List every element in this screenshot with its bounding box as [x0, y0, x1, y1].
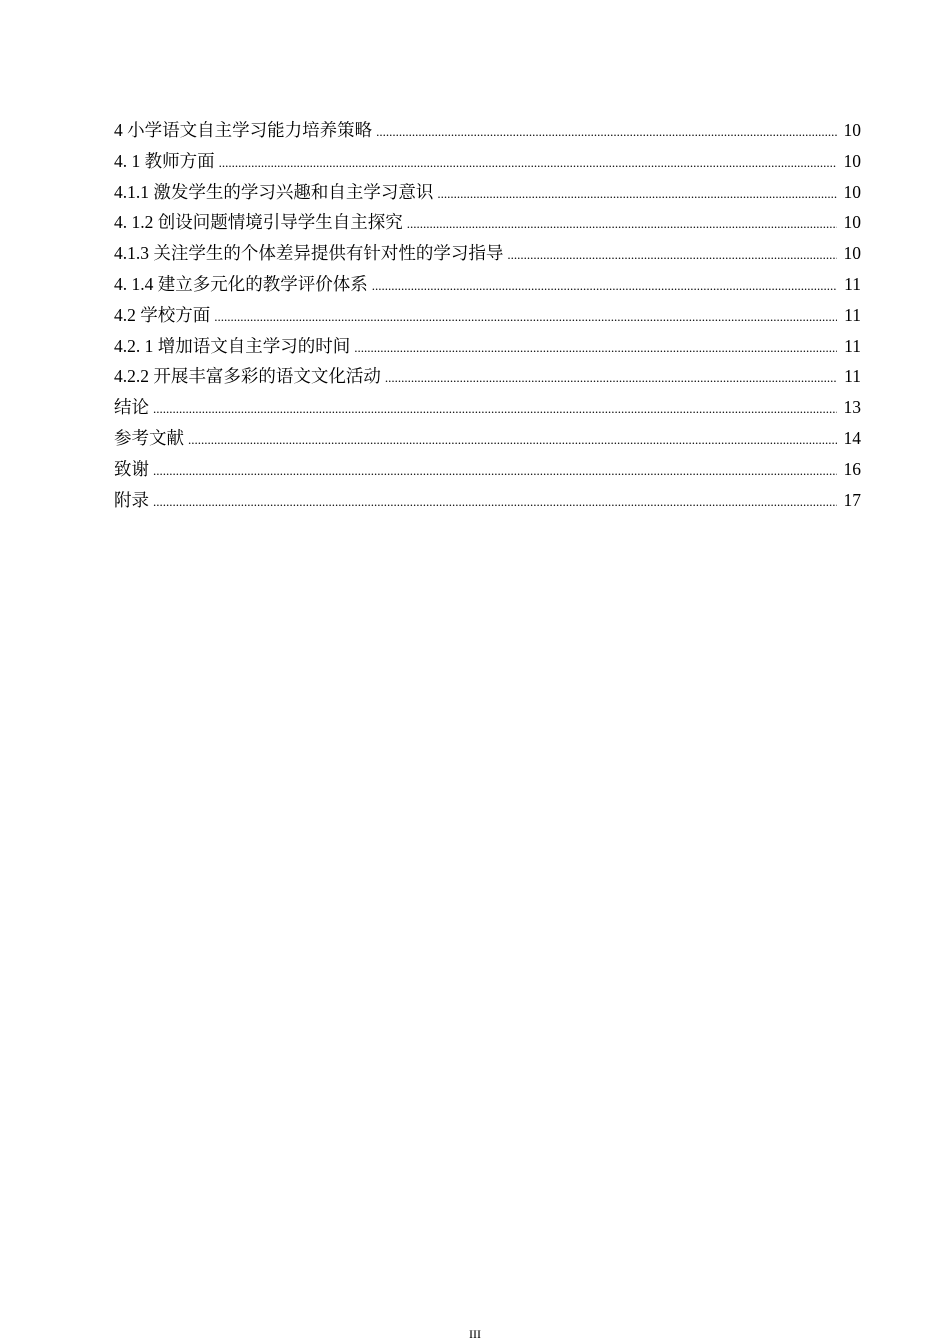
toc-entry-page: 10 — [843, 212, 861, 233]
toc-entry-page: 11 — [844, 304, 861, 325]
toc-leader-dots — [437, 179, 837, 210]
toc-leader-dots — [153, 487, 837, 518]
toc-entry[interactable] — [114, 177, 861, 208]
toc-entry[interactable] — [114, 392, 861, 423]
toc-entry[interactable] — [114, 207, 861, 238]
toc-leader-dots — [219, 148, 837, 179]
toc-entry-label: 4.2.2 开展丰富多彩的语文文化活动 — [114, 366, 381, 387]
toc-entry[interactable] — [114, 238, 861, 269]
toc-entry-label: 4.2. 1 增加语文自主学习的时间 — [114, 335, 351, 356]
toc-entry-page: 10 — [843, 150, 861, 171]
toc-leader-dots — [188, 425, 837, 456]
toc-entry-page: 10 — [843, 120, 861, 140]
toc-leader-dots — [407, 209, 837, 240]
toc-entry-label: 4.1.1 激发学生的学习兴趣和自主学习意识 — [114, 181, 434, 202]
toc-entry[interactable] — [114, 331, 861, 362]
toc-leader-dots — [376, 117, 837, 148]
toc-leader-dots — [507, 240, 837, 271]
table-of-contents — [114, 115, 861, 515]
toc-leader-dots — [385, 363, 837, 394]
page-number: III — [469, 1327, 481, 1341]
toc-entry-page: 11 — [844, 335, 861, 356]
toc-entry-page: 10 — [843, 243, 861, 264]
toc-entry[interactable] — [114, 146, 861, 177]
toc-entry[interactable] — [114, 361, 861, 392]
toc-entry[interactable] — [114, 423, 861, 454]
toc-entry-page: 14 — [843, 427, 861, 448]
toc-entry[interactable] — [114, 269, 861, 300]
toc-entry[interactable] — [114, 454, 861, 485]
toc-entry-label: 4.1.3 关注学生的个体差异提供有针对性的学习指导 — [114, 243, 504, 264]
toc-entry[interactable] — [114, 485, 861, 516]
toc-leader-dots — [153, 456, 837, 487]
toc-entry-label: 4.2 学校方面 — [114, 304, 211, 325]
toc-leader-dots — [214, 302, 837, 333]
toc-entry-label: 结论 — [114, 397, 149, 418]
toc-entry-label: 参考文献 — [114, 427, 184, 448]
toc-entry-label: 4. 1.4 建立多元化的教学评价体系 — [114, 273, 368, 294]
toc-entry-page: 11 — [844, 273, 861, 294]
toc-entry-label: 致谢 — [114, 458, 149, 479]
toc-entry[interactable] — [114, 300, 861, 331]
toc-entry-page: 13 — [843, 397, 861, 418]
toc-entry[interactable] — [114, 115, 861, 146]
toc-entry-page: 17 — [843, 489, 861, 510]
toc-leader-dots — [372, 271, 837, 302]
toc-entry-label: 4 小学语文自主学习能力培养策略 — [114, 120, 373, 140]
toc-leader-dots — [354, 333, 837, 364]
toc-entry-page: 11 — [844, 366, 861, 387]
toc-entry-page: 10 — [843, 181, 861, 202]
toc-entry-label: 4. 1.2 创设问题情境引导学生自主探究 — [114, 212, 403, 233]
toc-entry-label: 4. 1 教师方面 — [114, 150, 215, 171]
toc-entry-page: 16 — [843, 458, 861, 479]
toc-entry-label: 附录 — [114, 489, 149, 510]
toc-leader-dots — [153, 394, 837, 425]
